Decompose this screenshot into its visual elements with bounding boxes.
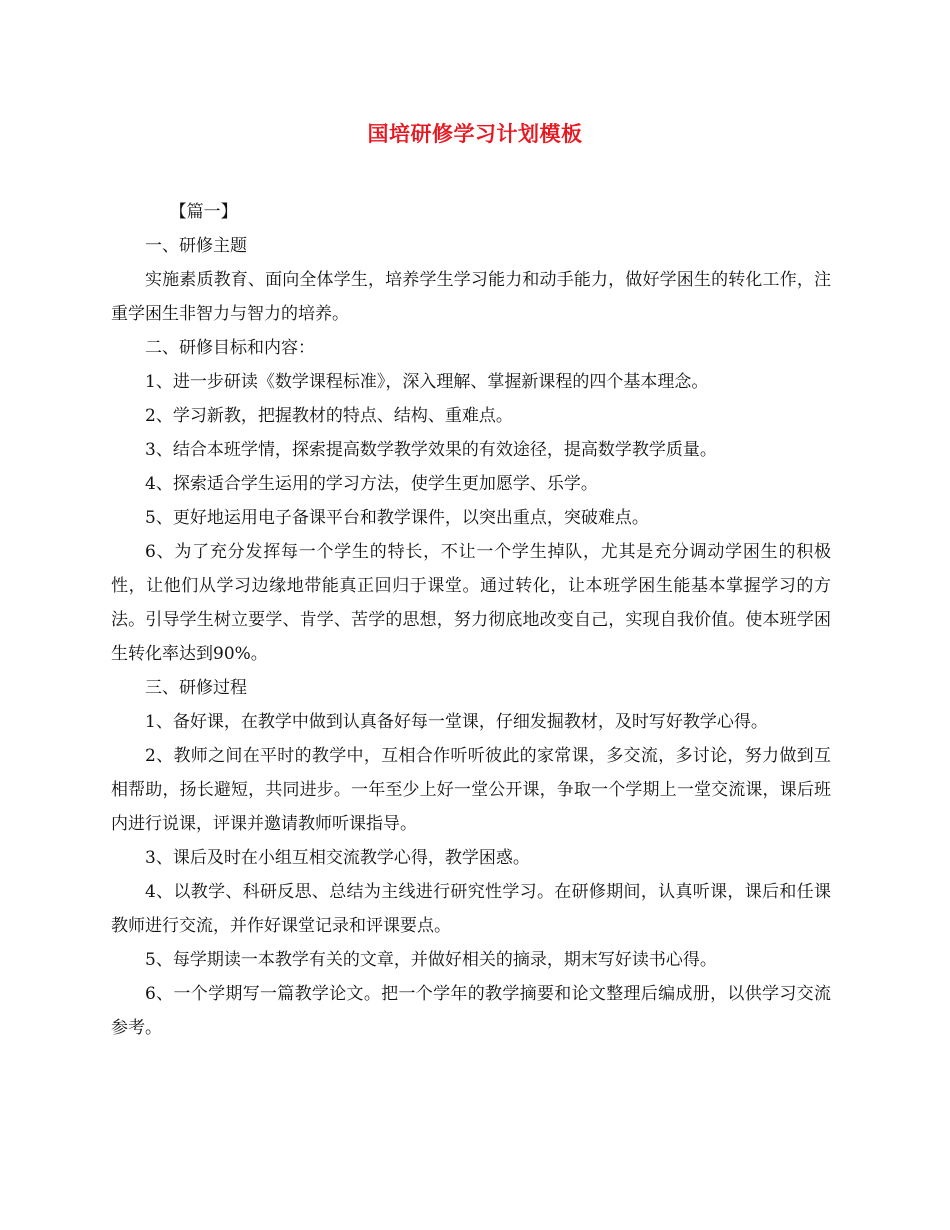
list-item: 1、进一步研读《数学课程标准》，深入理解、掌握新课程的四个基本理念。 xyxy=(145,372,709,392)
list-item: 3、结合本班学情，探索提高数学教学效果的有效途径，提高数学教学质量。 xyxy=(145,440,717,460)
list-item: 5、更好地运用电子备课平台和教学课件，以突出重点，突破难点。 xyxy=(145,508,649,528)
heading-research-theme: 一、研修主题 xyxy=(145,236,247,256)
list-item: 1、备好课，在教学中做到认真备好每一堂课，仔细发掘教材，及时写好教学心得。 xyxy=(145,712,768,732)
document-title: 国培研修学习计划模板 xyxy=(367,121,583,146)
list-item: 6、为了充分发挥每一个学生的特长，不让一个学生掉队，尤其是充分调动学困生的积极性，让他们从学习边缘地带能真正回归于课堂。通过转化，让本班学困生能基本掌握学习的方法。引导学生树立要学、肯学、苦学的思想，努力彻底地改变自己，实现自我价值。使本班学困生转化率达到90%。 xyxy=(111,542,831,664)
heading-goals-content: 二、研修目标和内容： xyxy=(145,338,315,358)
document-body xyxy=(111,195,831,1045)
list-item: 6、一个学期写一篇教学论文。把一个学年的教学摘要和论文整理后编成册，以供学习交流参考。 xyxy=(111,984,831,1038)
paragraph: 实施素质教育、面向全体学生，培养学生学习能力和动手能力，做好学困生的转化工作，注重学困生非智力与智力的培养。 xyxy=(111,270,831,324)
section-marker: 【篇一】 xyxy=(169,202,238,222)
list-item: 3、课后及时在小组互相交流教学心得，教学困惑。 xyxy=(145,848,530,868)
list-item: 5、每学期读一本教学有关的文章，并做好相关的摘录，期末写好读书心得。 xyxy=(145,950,717,970)
heading-research-process: 三、研修过程 xyxy=(145,678,247,698)
list-item: 2、学习新教，把握教材的特点、结构、重难点。 xyxy=(145,406,513,426)
list-item: 4、以教学、科研反思、总结为主线进行研究性学习。在研修期间，认真听课，课后和任课教师进行交流，并作好课堂记录和评课要点。 xyxy=(111,882,831,936)
list-item: 2、教师之间在平时的教学中，互相合作听听彼此的家常课，多交流，多讨论，努力做到互相帮助，扬长避短，共同进步。一年至少上好一堂公开课，争取一个学期上一堂交流课，课后班内进行说课，评课并邀请教师听课指导。 xyxy=(111,746,831,834)
list-item: 4、探索适合学生运用的学习方法，使学生更加愿学、乐学。 xyxy=(145,474,598,494)
